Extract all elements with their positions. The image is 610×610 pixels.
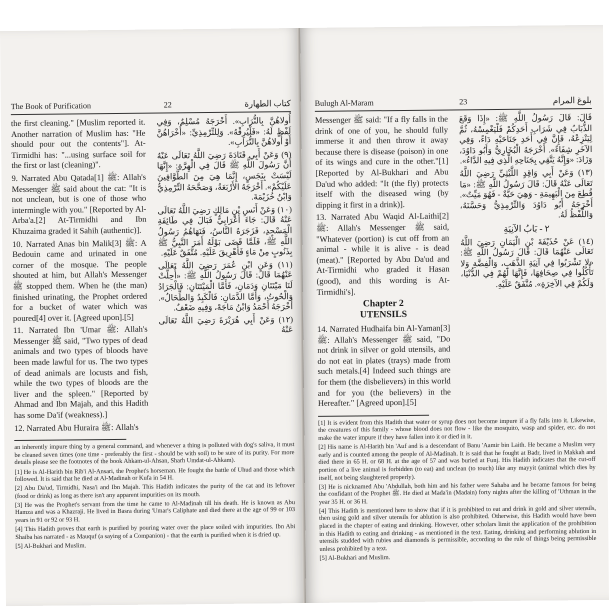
footnote: [1] It is evident from this Hadith that water or syrup does not become impure if a fly falls into it. Likewise, the creatures of this family - whose blood does not flow - like the mosquito, wasp and spider, etc. do not make the water impure if they have fallen into it or died in it. <box>318 416 596 442</box>
left-page-number: 22 <box>163 100 172 110</box>
right-page <box>300 25 609 603</box>
right-header-arabic: بلوغ المرام <box>552 94 592 106</box>
left-header-title: The Book of Purification <box>10 101 92 112</box>
footnote-divider <box>318 415 429 417</box>
hadith-paragraph: 11. Narrated Ibn 'Umar ﷺ: Allah's Messenger ﷺ said, "Two types of dead animals and two types of bloods have been made lawful for us. The two types of dead animals are locusts and fish, while the two types of bloods are the liver and the spleen." [Reported by Ahmad and Ibn Majah, and this Hadith has some Da'if (weakness).] <box>13 324 149 421</box>
footnote-divider <box>14 439 126 441</box>
footnote: [5] Al-Bukhari and Muslim. <box>15 542 87 550</box>
footnote: an inherently impure thing by a general command, and whenever a thing is polluted with dog's saliva, it must be cleaned seven times (one time - preferably the first - should be with soil) to be sure of its purity. For more details please see the footnotes of the book Ahkam-ul-Ahsan, Sharh Umdat-ul-Ahkam). <box>14 441 295 467</box>
footnote: [4] This Hadith proves that earth is purified by pouring water over the place soiled with impurities. Ibn Abi Shaiba has narrated - as Mauquf (a saying of a Companion) - that the earth is purified when it is dried up. <box>15 523 296 541</box>
footnote: [4] This Hadith is mentioned here to show that if it is prohibited to eat and drink in gold and silver utensils, then using gold and silver utensils for ablution is also prohibited. Otherwise, this Hadith would have been placed in the chapter of eating and drinking. However, other scholars limit the application of the prohibition in this Hadith to eating and drinking - as mentioned in the text. Eating, drinking and performing ablution in utensils studded with rubies and diamonds is permissible, according to the rule of things being permissible unless prohibited by a text. <box>319 504 597 553</box>
footnote: [3] He was the Prophet's servant from the time he came to Al-Madinah till his death. He is known as Abu Hamza and was a Khazraji. He lived in Basra during 'Umar's Caliphate and died there at the age of 99 or 103 years in 91 or 92 or 93 H. <box>14 498 296 525</box>
right-footnotes <box>318 417 596 563</box>
open-book <box>0 25 609 606</box>
chapter-heading <box>317 299 450 322</box>
right-page-number: 23 <box>459 97 468 107</box>
arabic-paragraph: (٩) وَعَنْ أَبِي قَتَادَةَ رَضِيَ اللَّهُ تَعَالَى عَنْهُ أَنَّ رَسُولَ اللَّهِ ﷺ قَالَ فِي الْهِرَّةِ: «إِنَّهَا لَيْسَتْ بِنَجَسٍ، إِنَّمَا هِيَ مِنَ الطَّوَّافِينَ عَلَيْكُمْ». أَخْرَجَهُ الأَرْبَعَةُ، وَصَحَّحَهُ التِّرْمِذِيُّ وَابْنُ خُزَيْمَةَ. <box>156 149 292 202</box>
arabic-paragraph: (١١) وَعَنِ ابْنِ عُمَرَ رَضِيَ اللَّهُ تَعَالَى عَنْهُمَا قَالَ: قَالَ رَسُولُ اللَّهِ ﷺ: «أُحِلَّتْ لَنَا مَيْتَتَانِ وَدَمَانِ، فَأَمَّا الْمَيْتَتَانِ: فَالْجَرَادُ وَالْحُوتُ، وَأَمَّا الدَّمَانِ: فَالْكَبِدُ وَالطِّحَالُ». أَخْرَجَهُ أَحْمَدُ وَابْنُ مَاجَهْ، وَفِيهِ ضَعْفٌ. <box>158 259 293 313</box>
hadith-paragraph: 9. Narrated Abu Qatada[1] ﷺ: Allah's Messenger ﷺ said about the cat: "It is not unclean, but is one of those who intermingle with you." [Reported by Al-Arba'a.[2] At-Tirmidhi and Ibn Khuzaima graded it Sahih (authentic)]. <box>11 172 147 236</box>
chapter-number: Chapter 2 <box>362 299 404 310</box>
hadith-paragraph: Messenger ﷺ said: "If a fly falls in the drink of one of you, he should fully immerse it and then throw it away because there is disease (poison) in one of its wings and cure in the other."[1] [Reported by Al-Bukhari and Abu Da'ud who added: "It (the fly) protects itself with the diseased wing (by dipping it first in a drink)]. <box>314 114 449 210</box>
hadith-paragraph: 10. Narrated Anas bin Malik[3] ﷺ: A Bedouin came and urinated in one corner of the mosque. The people shouted at him, but Allah's Messenger ﷺ stopped them. When he (the man) finished urinating, the Prophet ordered for a bucket of water which was poured[4] over it. [Agreed upon].[5] <box>12 238 148 323</box>
arabic-paragraph: (١٣) وَعَنْ أَبِي وَاقِدٍ اللَّيْثِيِّ رَضِيَ اللَّهُ تَعَالَى عَنْهُ قَالَ: قَالَ رَسُولُ اللَّهِ ﷺ: «مَا قُطِعَ مِنَ الْبَهِيمَةِ - وَهِيَ حَيَّةٌ - فَهُوَ مَيِّتٌ». أَخْرَجَهُ أَبُو دَاوُدَ وَالتِّرْمِذِيُّ وَحَسَّنَهُ، وَاللَّفْظُ لَهُ. <box>459 167 594 220</box>
right-page-header <box>315 95 592 112</box>
arabic-paragraph: (١٢) وَعَنْ أَبِي هُرَيْرَةَ رَضِيَ اللَّهُ تَعَالَى عَنْهُ <box>158 314 294 335</box>
footnote: [2] Abu Da'ud, Tirmidhi, Nasa'i and Ibn Majah. This Hadith indicates the purity of the cat and its leftover (food or drink) as long as there isn't any apparent impurities on its mouth. <box>14 482 295 500</box>
left-page <box>0 28 306 606</box>
hadith-paragraph: 14. Narrated Hudhaifa bin Al-Yaman[3] ﷺ: Allah's Messenger ﷺ said, "Do not drink in silver or gold utensils, and do not eat in plates (trays) made from such metals.[4] Indeed such things are for them (the disbelievers) in this world and for you (the believers) in the Hereafter." [Agreed upon].[5] <box>317 323 451 409</box>
right-columns <box>315 113 595 412</box>
arabic-paragraph: (١٠) وَعَنْ أَنَسِ بْنِ مَالِكٍ رَضِيَ اللَّهُ تَعَالَى عَنْهُ قَالَ: جَاءَ أَعْرَابِيٌّ فَبَالَ فِي طَائِفَةِ الْمَسْجِدِ، فَزَجَرَهُ النَّاسُ، فَنَهَاهُمُ رَسُولُ اللَّهِ ﷺ، فَلَمَّا قَضَى بَوْلَهُ أَمَرَ النَّبِيُّ ﷺ بِذَنُوبٍ مِنْ مَاءٍ فَأُهْرِيقَ عَلَيْهِ. مُتَّفَقٌ عَلَيْهِ. <box>157 204 293 258</box>
footnote: [2] His name is Al-Harith bin 'Auf and is a descendant of Banu 'Aamir bin Laith. He became a Muslim very early and is counted among the people of Al-Madinah. It is said that he fought at Badr, lived in Makkah and died there in 65 H. or 68 H. at the age of 57 and was buried at Funj. His Hadith indicates that the cut-off portion of a live animal is forbidden (to eat) and unclean (to touch) like any mayyit (animal which dies by itself, not being slaughtered properly). <box>318 441 596 482</box>
hadith-paragraph: 12. Narrated Abu Huraira ﷺ: Allah's <box>14 422 139 433</box>
arabic-paragraph: (١٤) عَنْ حُذَيْفَةَ بْنِ الْيَمَانِ رَضِيَ اللَّهُ تَعَالَى عَنْهُمَا قَالَ: قَالَ رَسُولُ اللَّهِ ﷺ: «لا تَشْرَبُوا فِي آنِيَةِ الذَّهَبِ، وَالْفِضَّةِ وَلا تَأْكُلُوا فِي صِحَافِهَا، فَإِنَّهَا لَهُمْ فِي الدُّنْيَا، وَلَكُمْ فِي الآخِرَةِ». مُتَّفَقٌ عَلَيْهِ. <box>460 236 594 289</box>
right-header-title: Bulugh Al-Maram <box>314 98 374 108</box>
right-english-column <box>315 114 451 411</box>
right-arabic-column <box>459 113 595 410</box>
arabic-paragraph: قَالَ: قَالَ رَسُولُ اللَّهِ ﷺ: «إِذَا وَقَعَ الذُّبَابُ فِي شَرَابِ أَحَدِكُمْ فَلْيَغْمِسْهُ، ثُمَّ لِيَنْزِعْهُ، فَإِنَّ فِي أَحَدِ جَنَاحَيْهِ دَاءً، وَفِي الآخَرِ شِفَاءً». أَخْرَجَهُ الْبُخَارِيُّ وَأَبُو دَاوُدَ، وَزَادَ: «وَإِنَّهُ يَتَّقِي بِجَنَاحِهِ الَّذِي فِيهِ الدَّاءُ». <box>458 112 593 166</box>
hadith-paragraph: the first cleaning." [Muslim reported it. Another narration of Muslim has: "He should pour out the contents"]. At-Tirmidhi has: "...using surface soil for the first or last (cleaning)". <box>10 117 146 171</box>
left-page-header <box>11 98 291 115</box>
arabic-chapter-heading: ٢ - بَابُ الآنِيَةِ <box>503 223 550 234</box>
left-footnotes <box>14 441 295 550</box>
footnote: [1] He is Al-Harith bin Rib'i Al-Ansari, the Prophet's horseman. He fought the battle of Uhud and those which followed. It is said that he died at Al-Madinah or Kufa in 54 H. <box>14 465 295 484</box>
left-header-arabic: كتاب الطهارة <box>244 98 291 109</box>
left-columns <box>11 116 294 436</box>
left-english-column <box>11 118 149 437</box>
left-arabic-column <box>157 116 295 435</box>
chapter-title: UTENSILS <box>359 310 408 321</box>
arabic-paragraph: أُولاهُنَّ بِالتُّرَابِ». أَخْرَجَهُ مُسْلِمٌ، وَفِي لَفْظٍ لَهُ: «فَلْيُرِقْهُ». وَلِلتِّرْمِذِيِّ: «أُخْرَاهُنَّ أَوْ أُولاهُنَّ بِالتُّرَابِ». <box>156 116 292 147</box>
footnote: [5] Al-Bukhari and Muslim. <box>319 554 391 562</box>
hadith-paragraph: 13. Narrated Abu Waqid Al-Laithi[2] ﷺ: Allah's Messenger ﷺ said, "Whatever (portion) is cut off from an animal - while it is alive - is dead (meat)." [Reported by Abu Da'ud and At-Tirmidhi who graded it Hasan (good), and this wording is At-Tirmidhi's]. <box>315 211 450 297</box>
footnote: [3] He is nicknamed Abu 'Abdullah, both him and his father were Sahaba and he became famous for being the confidant of the Prophet ﷺ. He died at Mada'in (Madain) forty nights after the killing of 'Uthman in the year 35 H. or 36 H. <box>318 480 596 506</box>
